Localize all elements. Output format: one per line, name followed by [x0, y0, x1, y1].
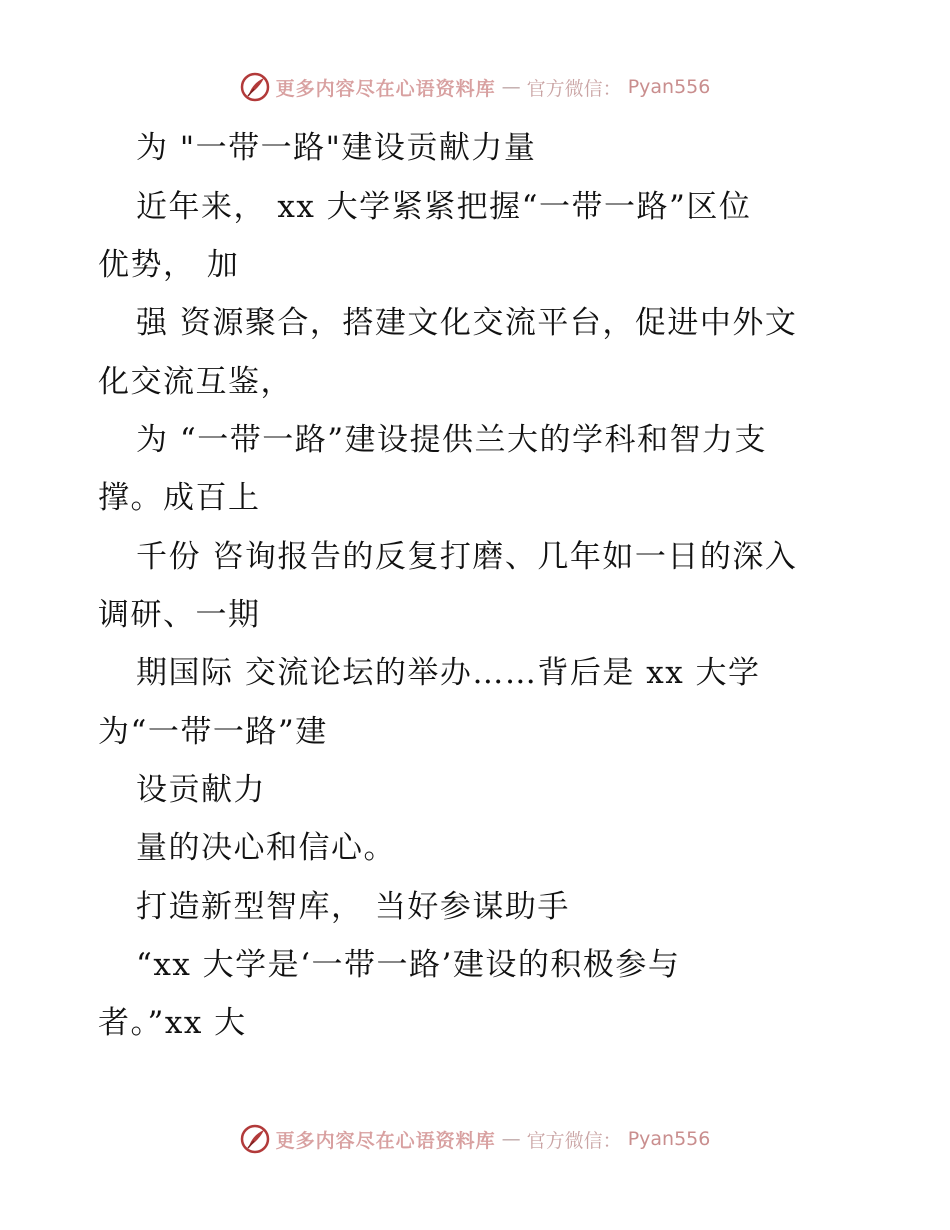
watermark-wechat-id: Pyan556	[627, 76, 711, 98]
watermark-separator: —	[501, 1128, 521, 1150]
paragraph-line: 撑。成百上	[98, 480, 261, 516]
paragraph-line: 强 资源聚合，搭建文化交流平台，促进中外文	[136, 305, 798, 341]
paragraph-line: 设贡献力	[136, 772, 266, 808]
paragraph-line: 期国际 交流论坛的举办……背后是 xx 大学	[136, 655, 761, 691]
paragraph-line: 近年来， xx 大学紧紧把握“一带一路”区位	[136, 189, 752, 225]
paragraph-line: 优势， 加	[98, 247, 240, 283]
paragraph-line: 千份 咨询报告的反复打磨、几年如一日的深入	[136, 539, 798, 575]
paragraph-line: 量的决心和信心。	[136, 830, 396, 866]
watermark-wechat-label: 官方微信：	[526, 1129, 622, 1152]
paragraph-line: “xx 大学是‘一带一路’建设的积极参与	[136, 947, 681, 983]
watermark-main-text: 更多内容尽在心语资料库	[275, 77, 496, 100]
paragraph-line: 调研、一期	[98, 597, 261, 633]
section-heading: 打造新型智库， 当好参谋助手	[136, 889, 570, 925]
document-title: 为 "一带一路"建设贡献力量	[136, 130, 537, 166]
paragraph-line: 为 “一带一路”建设提供兰大的学科和智力支	[136, 422, 768, 458]
paragraph-line: 化交流互鉴，	[98, 364, 293, 400]
watermark-wechat-label: 官方微信：	[526, 77, 622, 100]
watermark-wechat-id: Pyan556	[627, 1128, 711, 1150]
watermark-separator: —	[501, 76, 521, 98]
feather-logo-icon	[240, 1124, 270, 1154]
watermark-main-text: 更多内容尽在心语资料库	[275, 1129, 496, 1152]
paragraph-line: 为“一带一路”建	[98, 714, 328, 750]
footer-watermark	[0, 1124, 950, 1154]
paragraph-line: 者。”xx 大	[98, 1005, 247, 1041]
